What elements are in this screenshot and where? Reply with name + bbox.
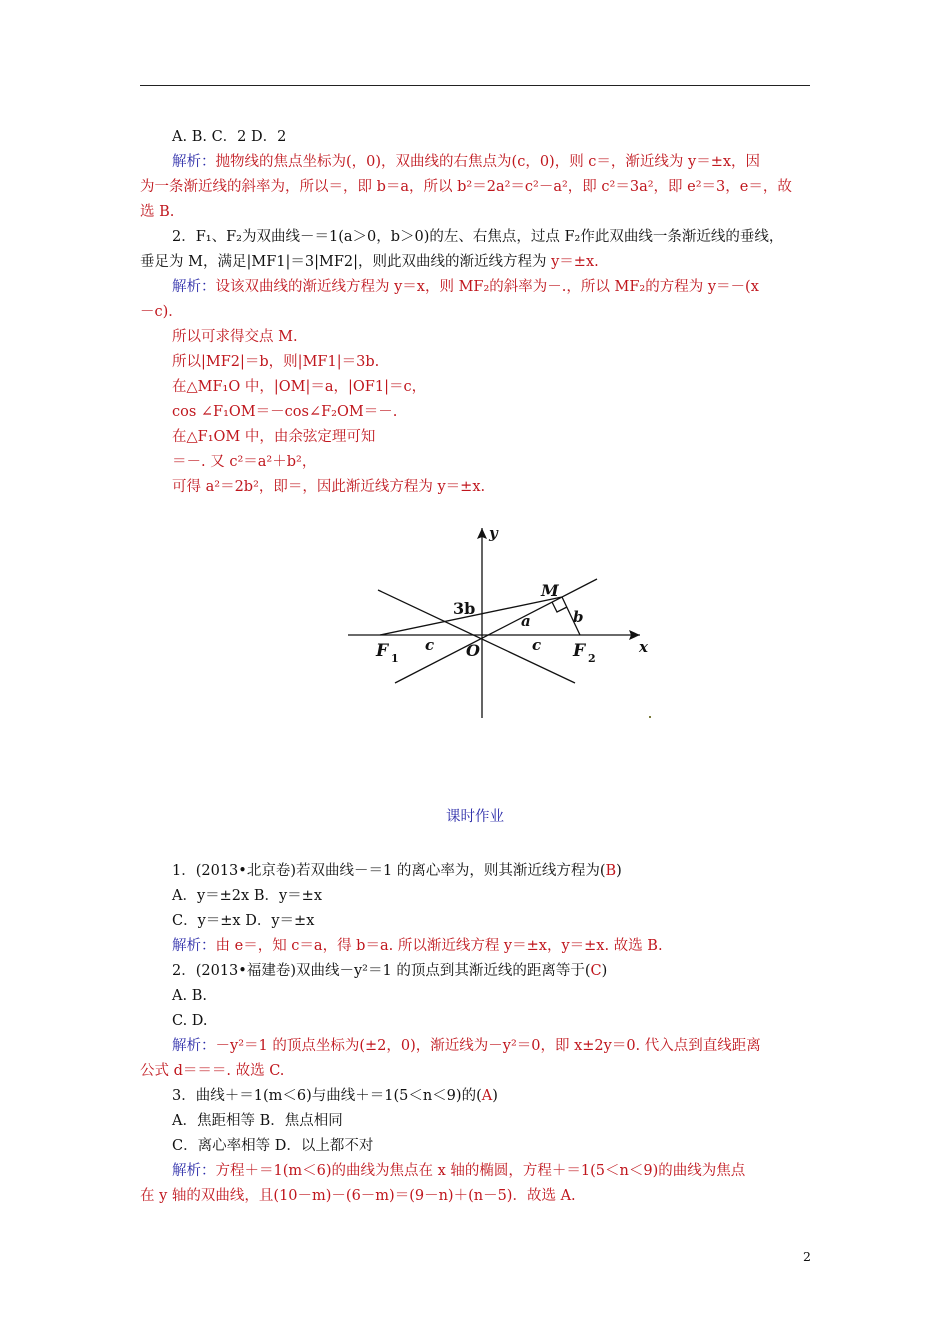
p2-question-line-2: 垂足为 M，满足|MF1|＝3|MF2|，则此双曲线的渐近线方程为 y＝±x.: [140, 254, 599, 270]
solution-label: 解析：: [172, 938, 216, 954]
p2-solution-line-7: 在△F₁OM 中，由余弦定理可知: [172, 429, 376, 445]
label-F2-sub: 2: [588, 652, 596, 665]
solution-label: 解析：: [172, 279, 216, 295]
header-rule: [140, 85, 810, 86]
h3-question: 3．曲线＋＝1(m＜6)与曲线＋＝1(5＜n＜9)的(A): [172, 1088, 498, 1104]
p2-solution-line-6: cos ∠F₁OM＝－cos∠F₂OM＝－.: [172, 404, 398, 420]
p1-solution-line-1: 解析：抛物线的焦点坐标为(，0)，双曲线的右焦点为(c，0)，则 c＝，渐近线为 y＝±x，因: [172, 154, 761, 170]
dot-mark: [649, 716, 651, 718]
h2-question: 2．(2013•福建卷)双曲线－y²＝1 的顶点到其渐近线的距离等于(C): [172, 963, 608, 979]
solution-label: 解析：: [172, 154, 216, 170]
h2-solution-line-2: 公式 d＝＝＝. 故选 C.: [140, 1063, 285, 1079]
h3-options-2: C．离心率相等 D．以上都不对: [172, 1138, 374, 1154]
h2-solution-line-1: 解析：－y²＝1 的顶点坐标为(±2，0)，渐近线为－y²＝0，即 x±2y＝0. 代入点到直线距离: [172, 1038, 761, 1054]
p1-solution-line-3: 选 B.: [140, 204, 175, 220]
p2-solution-line-4: 所以|MF2|＝b，则|MF1|＝3b.: [172, 354, 380, 370]
label-O: O: [466, 641, 480, 660]
label-c-left: c: [425, 636, 435, 654]
h1-options-1: A．y＝±2x B．y＝±x: [172, 888, 322, 904]
p1-solution-line-2: 为一条渐近线的斜率为，所以＝，即 b＝a，所以 b²＝2a²＝c²－a²，即 c²＝3a²，即 e²＝3，e＝，故: [140, 179, 792, 195]
h1-options-2: C．y＝±x D．y＝±x: [172, 913, 315, 929]
p2-question-line-1: 2．F₁、F₂为双曲线－＝1(a＞0，b＞0)的左、右焦点，过点 F₂作此双曲线一条渐近线的垂线，: [172, 229, 784, 245]
h3-solution-line-1: 解析：方程＋＝1(m＜6)的曲线为焦点在 x 轴的椭圆，方程＋＝1(5＜n＜9)的曲线为焦点: [172, 1163, 746, 1179]
label-F1: F: [376, 641, 389, 661]
section-heading: 课时作业: [446, 809, 504, 825]
solution-label: 解析：: [172, 1038, 216, 1054]
p2-solution-line-3: 所以可求得交点 M.: [172, 329, 298, 345]
label-y: y: [489, 524, 498, 542]
h3-solution-line-2: 在 y 轴的双曲线，且(10－m)－(6－m)＝(9－n)＋(n－5)．故选 A.: [140, 1188, 576, 1204]
asymptote-1: [395, 579, 597, 683]
label-c-right: c: [532, 636, 542, 654]
label-F2: F: [573, 641, 586, 661]
h1-question: 1．(2013•北京卷)若双曲线－＝1 的离心率为，则其渐近线方程为(B): [172, 863, 622, 879]
label-b: b: [573, 608, 584, 626]
label-3b: 3b: [453, 599, 476, 618]
h1-solution: 解析：由 e＝，知 c＝a，得 b＝a. 所以渐近线方程 y＝±x，y＝±x. 故选 B.: [172, 938, 663, 954]
label-x: x: [639, 638, 648, 656]
page-number: 2: [803, 1249, 811, 1264]
p2-solution-line-1: 解析：设该双曲线的渐近线方程为 y＝x，则 MF₂的斜率为－.，所以 MF₂的方程为 y＝－(x: [172, 279, 759, 295]
h1-answer: B: [605, 863, 617, 879]
h3-answer: A: [481, 1088, 493, 1104]
solution-label: 解析：: [172, 1163, 216, 1179]
p2-solution-line-5: 在△MF₁O 中，|OM|＝a，|OF1|＝c，: [172, 379, 427, 395]
p2-solution-line-9: 可得 a²＝2b²，即＝，因此渐近线方程为 y＝±x.: [172, 479, 486, 495]
h2-answer: C: [590, 963, 602, 979]
h2-options-2: C. D.: [172, 1013, 208, 1029]
p1-options: A. B. C．2 D．2: [172, 129, 287, 145]
asymptote-2: [378, 590, 575, 683]
p2-solution-line-2: －c)．: [140, 304, 183, 320]
hyperbola-asymptote-figure: [340, 518, 660, 726]
p2-solution-line-8: ＝－. 又 c²＝a²＋b²，: [172, 454, 317, 470]
label-F1-sub: 1: [391, 652, 399, 665]
label-a: a: [521, 612, 531, 630]
label-M: M: [541, 581, 559, 600]
p2-answer: y＝±x.: [546, 254, 599, 270]
h2-options-1: A. B.: [172, 988, 207, 1004]
h3-options-1: A．焦距相等 B．焦点相同: [172, 1113, 343, 1129]
